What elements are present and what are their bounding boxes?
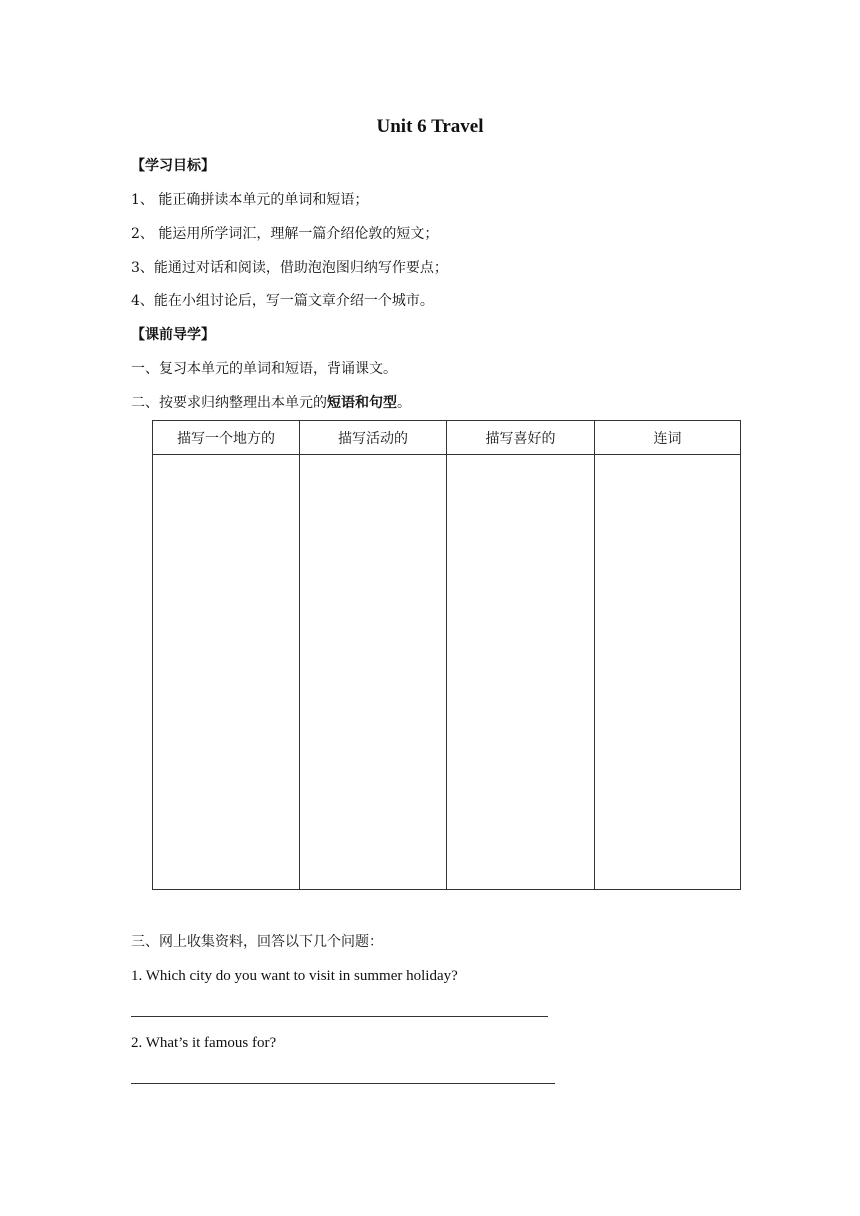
objectives-heading: 【学习目标】 [131,158,215,174]
preview-item-1: 一、复习本单元的单词和短语，背诵课文。 [131,361,397,377]
table-cell-preference[interactable] [447,455,595,890]
preview-item-3: 三、网上收集资料，回答以下几个问题： [131,934,383,950]
table-header-conjunction: 连词 [595,421,741,455]
answer-line-1[interactable] [131,1016,548,1017]
preview-item-2-suffix: 。 [397,395,411,411]
answer-line-2[interactable] [131,1083,555,1084]
table-header-row [153,421,741,455]
question-1: 1. Which city do you want to visit in summer holiday? [131,968,458,984]
objective-item-2: 2、 能运用所学词汇，理解一篇介绍伦敦的短文； [131,226,439,242]
objective-item-1: 1、 能正确拼读本单元的单词和短语； [131,192,369,208]
preview-item-2-bold: 短语和句型 [327,395,397,411]
question-2: 2. What’s it famous for? [131,1035,277,1051]
preview-heading: 【课前导学】 [131,327,215,343]
table-cell-activity[interactable] [300,455,447,890]
objective-item-4: 4、能在小组讨论后，写一篇文章介绍一个城市。 [131,293,434,309]
summary-table [152,420,741,890]
objective-item-3: 3、能通过对话和阅读，借助泡泡图归纳写作要点； [131,260,448,276]
table-header-place: 描写一个地方的 [153,421,300,455]
table-header-activity: 描写活动的 [300,421,447,455]
table-row [153,455,741,890]
page-title: Unit 6 Travel [376,116,484,137]
table-cell-conjunction[interactable] [595,455,741,890]
preview-item-2 [131,393,411,413]
table-cell-place[interactable] [153,455,300,890]
preview-item-2-prefix: 二、按要求归纳整理出本单元的 [131,395,327,411]
table-header-preference: 描写喜好的 [447,421,595,455]
